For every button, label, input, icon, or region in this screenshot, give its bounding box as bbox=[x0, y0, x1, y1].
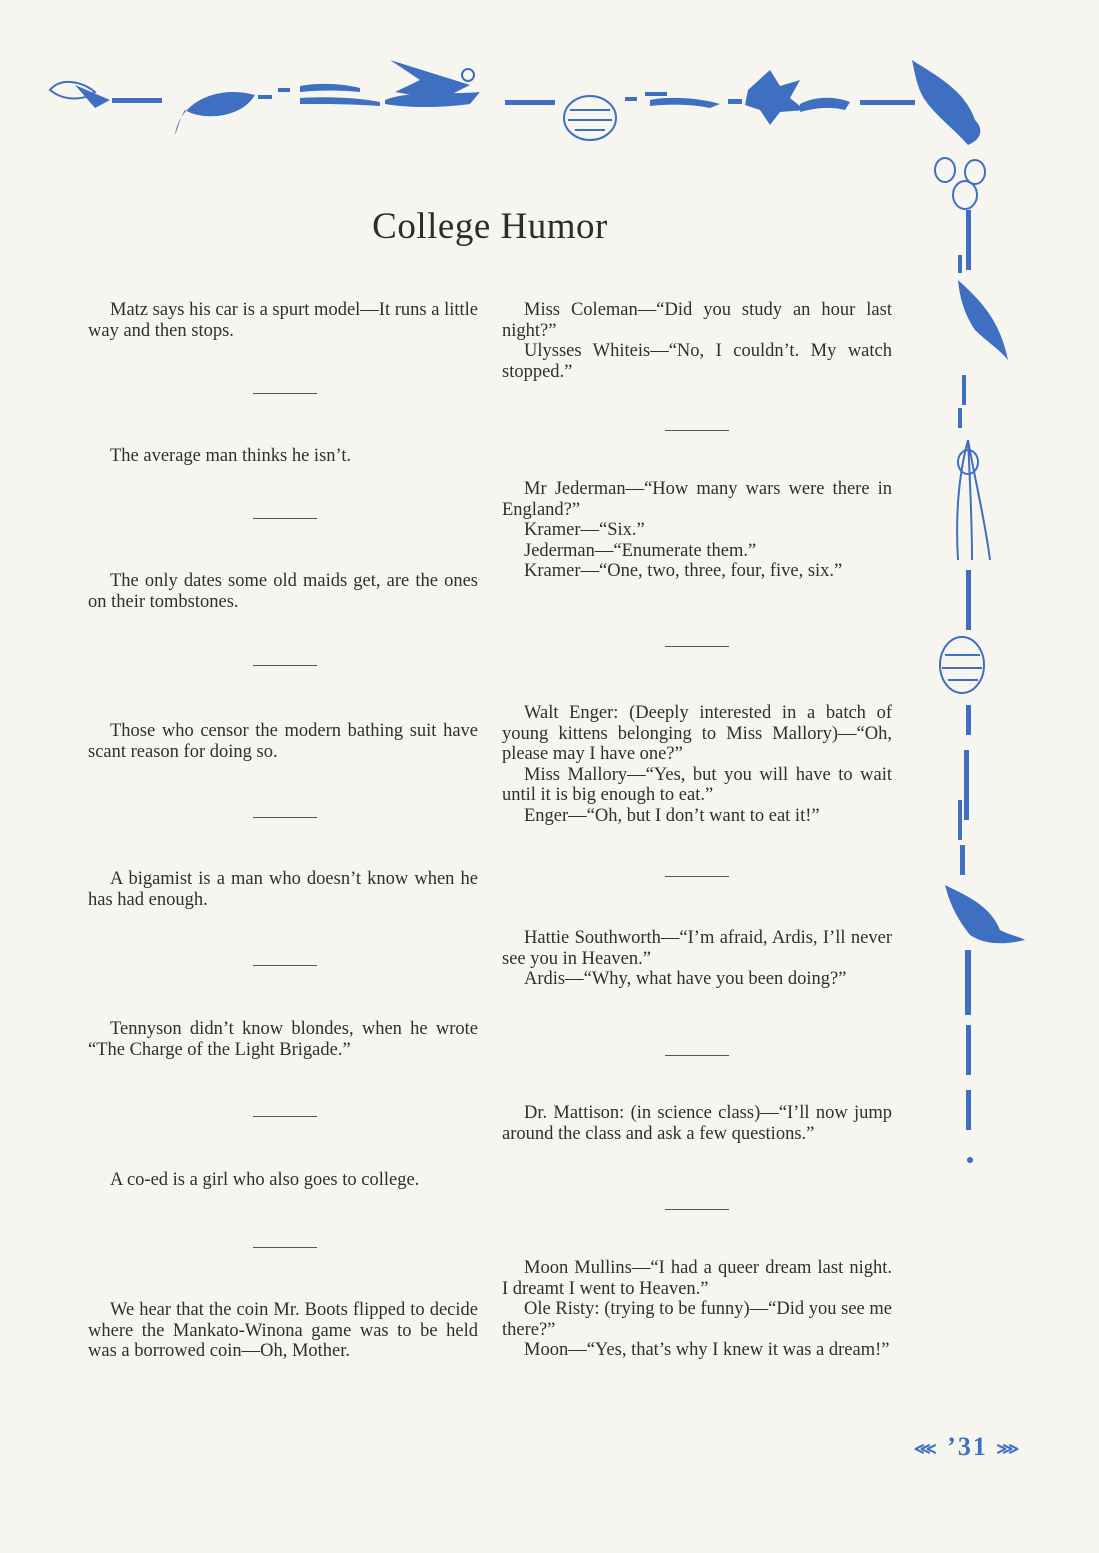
dialogue-joke bbox=[502, 703, 892, 826]
separator-rule bbox=[665, 646, 729, 647]
dialogue-joke bbox=[502, 479, 892, 582]
separator-rule bbox=[253, 965, 317, 966]
joke-text: The average man thinks he isn’t. bbox=[110, 446, 352, 466]
separator-rule bbox=[253, 665, 317, 666]
dialogue-line: Dr. Mattison: (in science class)—“I’ll now jump around the class and ask a few questions.” bbox=[502, 1103, 892, 1144]
joke-text: Tennyson didn’t know blondes, when he wrote “The Charge of the Light Brigade.” bbox=[88, 1019, 478, 1060]
separator-rule bbox=[253, 393, 317, 394]
dialogue-line: Mr Jederman—“How many wars were there in England?” bbox=[502, 479, 892, 520]
separator-rule bbox=[665, 1055, 729, 1056]
separator-rule bbox=[253, 817, 317, 818]
joke-text: A co-ed is a girl who also goes to college. bbox=[110, 1170, 420, 1190]
separator-rule bbox=[253, 1247, 317, 1248]
dialogue-line: Moon—“Yes, that’s why I knew it was a dream!” bbox=[524, 1340, 890, 1360]
joke bbox=[88, 300, 478, 341]
dialogue-joke bbox=[502, 300, 892, 382]
dialogue-line: Kramer—“One, two, three, four, five, six.” bbox=[524, 561, 843, 581]
joke-text: We hear that the coin Mr. Boots flipped to decide where the Mankato-Winona game was to be held was a borrowed coin—Oh, Mother. bbox=[88, 1300, 478, 1361]
joke bbox=[88, 446, 478, 467]
separator-rule bbox=[665, 876, 729, 877]
dialogue-line: Ulysses Whiteis—“No, I couldn’t. My watch stopped.” bbox=[502, 341, 892, 382]
dialogue-line: Walt Enger: (Deeply interested in a batch of young kittens belonging to Miss Mallory)—“Oh, please may I have one?” bbox=[502, 703, 892, 764]
joke bbox=[88, 721, 478, 762]
right-flourish-icon: ⋙ bbox=[996, 1441, 1022, 1459]
dialogue-line: Ole Risty: (trying to be funny)—“Did you see me there?” bbox=[502, 1299, 892, 1340]
separator-rule bbox=[253, 518, 317, 519]
dialogue-line: Jederman—“Enumerate them.” bbox=[524, 540, 757, 561]
joke bbox=[88, 869, 478, 910]
left-flourish-icon: ⋘ bbox=[913, 1441, 939, 1459]
dialogue-line: Moon Mullins—“I had a queer dream last night. I dreamt I went to Heaven.” bbox=[502, 1258, 892, 1299]
joke bbox=[88, 571, 478, 612]
folio-number: ’31 bbox=[947, 1432, 988, 1461]
separator-rule bbox=[665, 1209, 729, 1210]
joke-text: The only dates some old maids get, are the ones on their tombstones. bbox=[88, 571, 478, 612]
dialogue-line: Kramer—“Six.” bbox=[524, 520, 645, 540]
joke bbox=[88, 1300, 478, 1362]
separator-rule bbox=[253, 1116, 317, 1117]
dialogue-line: Miss Mallory—“Yes, but you will have to wait until it is big enough to eat.” bbox=[502, 764, 892, 805]
joke-text: Matz says his car is a spurt model—It runs a little way and then stops. bbox=[88, 300, 478, 341]
separator-rule bbox=[665, 430, 729, 431]
dialogue-line: Ardis—“Why, what have you been doing?” bbox=[524, 969, 847, 989]
dialogue-joke bbox=[502, 928, 892, 990]
joke-text: Those who censor the modern bathing suit have scant reason for doing so. bbox=[88, 721, 478, 762]
dialogue-line: Hattie Southworth—“I’m afraid, Ardis, I’ll never see you in Heaven.” bbox=[502, 928, 892, 969]
dialogue-line: Miss Coleman—“Did you study an hour last night?” bbox=[502, 300, 892, 341]
joke bbox=[88, 1019, 478, 1060]
joke bbox=[88, 1170, 478, 1191]
joke-text: A bigamist is a man who doesn’t know when he has had enough. bbox=[88, 869, 478, 910]
page-title: College Humor bbox=[372, 206, 608, 247]
dialogue-joke bbox=[502, 1258, 892, 1361]
page-folio bbox=[905, 1432, 1030, 1462]
dialogue-line: Enger—“Oh, but I don’t want to eat it!” bbox=[524, 805, 820, 826]
dialogue-joke bbox=[502, 1103, 892, 1144]
